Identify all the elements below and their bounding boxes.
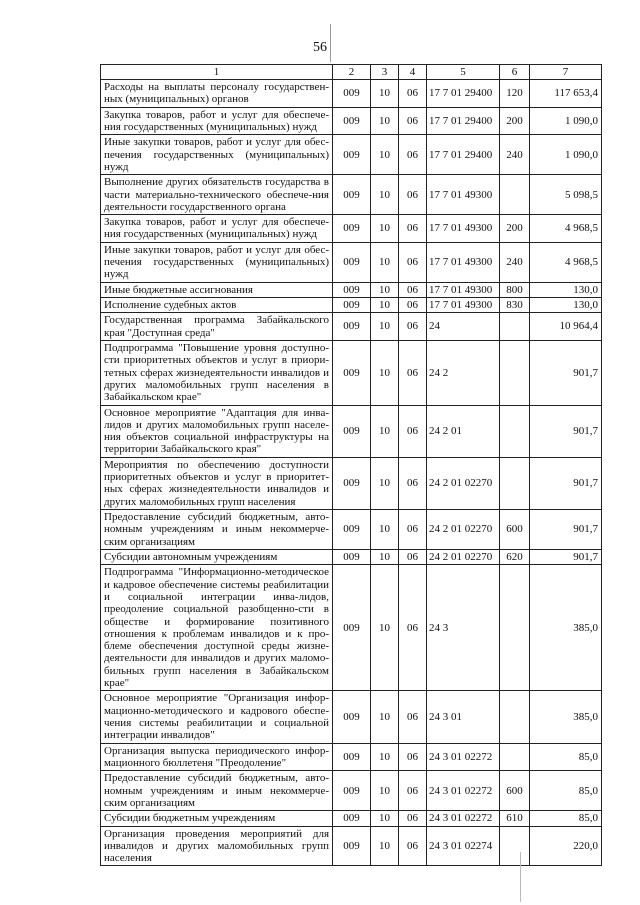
row-description: Иные закупки товаров, работ и услуг для обес-печения государственных (муниципальных) нужд bbox=[101, 135, 333, 175]
row-code-expense-type: 200 bbox=[500, 215, 530, 243]
table-row bbox=[101, 565, 602, 691]
row-code-subsection: 06 bbox=[399, 135, 427, 175]
row-description: Закупка товаров, работ и услуг для обеспече-ния государственных (муниципальных) нужд bbox=[101, 107, 333, 135]
row-code-section: 10 bbox=[371, 510, 399, 550]
table-row bbox=[101, 215, 602, 243]
header-cell: 1 bbox=[101, 65, 333, 80]
row-code-ministry: 009 bbox=[333, 107, 371, 135]
header-row bbox=[101, 65, 602, 80]
row-code-subsection: 06 bbox=[399, 107, 427, 135]
row-description: Расходы на выплаты персоналу государствен-ных (муниципальных) органов bbox=[101, 80, 333, 108]
row-description: Подпрограмма "Информационно-методическое и кадровое обеспечение системы реабилитации и социальной интеграции инва-лидов, преодоление социальной разобщенно-сти в обществе и формирование позитивного отношения к проблемам инвалидов и к про-блеме обеспечения доступной среды жизне-деятельности для инвалидов и других маломо-бильных групп населения в Забайкальском крае" bbox=[101, 565, 333, 691]
row-code-expense-type bbox=[500, 313, 530, 341]
row-amount: 130,0 bbox=[530, 298, 602, 313]
row-code-target: 24 3 01 02272 bbox=[427, 771, 500, 811]
row-code-section: 10 bbox=[371, 80, 399, 108]
table-row bbox=[101, 549, 602, 564]
row-code-section: 10 bbox=[371, 811, 399, 826]
row-code-target: 24 2 01 02270 bbox=[427, 510, 500, 550]
row-code-ministry: 009 bbox=[333, 282, 371, 297]
row-code-subsection: 06 bbox=[399, 298, 427, 313]
row-code-section: 10 bbox=[371, 549, 399, 564]
row-code-target: 24 3 bbox=[427, 565, 500, 691]
row-amount: 901,7 bbox=[530, 457, 602, 509]
table-row bbox=[101, 405, 602, 457]
row-description: Организация выпуска периодического инфор-мационного бюллетеня "Преодоление" bbox=[101, 743, 333, 771]
scan-divider-line bbox=[520, 852, 521, 902]
row-code-expense-type: 120 bbox=[500, 80, 530, 108]
row-code-ministry: 009 bbox=[333, 743, 371, 771]
row-code-expense-type bbox=[500, 457, 530, 509]
row-code-subsection: 06 bbox=[399, 282, 427, 297]
row-code-subsection: 06 bbox=[399, 340, 427, 405]
row-description: Субсидии автономным учреждениям bbox=[101, 549, 333, 564]
row-code-ministry: 009 bbox=[333, 405, 371, 457]
table-row bbox=[101, 743, 602, 771]
row-code-ministry: 009 bbox=[333, 457, 371, 509]
row-code-section: 10 bbox=[371, 565, 399, 691]
row-code-target: 24 2 01 02270 bbox=[427, 549, 500, 564]
row-code-subsection: 06 bbox=[399, 242, 427, 282]
row-code-ministry: 009 bbox=[333, 826, 371, 866]
row-code-ministry: 009 bbox=[333, 691, 371, 743]
row-code-section: 10 bbox=[371, 313, 399, 341]
row-code-expense-type bbox=[500, 743, 530, 771]
row-code-subsection: 06 bbox=[399, 313, 427, 341]
row-code-target: 24 2 bbox=[427, 340, 500, 405]
header-cell: 4 bbox=[399, 65, 427, 80]
row-code-expense-type: 600 bbox=[500, 771, 530, 811]
table-row bbox=[101, 457, 602, 509]
row-description: Иные закупки товаров, работ и услуг для обес-печения государственных (муниципальных) нужд bbox=[101, 242, 333, 282]
row-code-target: 24 3 01 bbox=[427, 691, 500, 743]
row-code-section: 10 bbox=[371, 340, 399, 405]
row-code-ministry: 009 bbox=[333, 565, 371, 691]
header-cell: 3 bbox=[371, 65, 399, 80]
row-description: Предоставление субсидий бюджетным, авто-номным учреждениям и иным некоммерче-ским организациям bbox=[101, 510, 333, 550]
table-row bbox=[101, 282, 602, 297]
row-amount: 5 098,5 bbox=[530, 175, 602, 215]
row-code-section: 10 bbox=[371, 826, 399, 866]
row-description: Организация проведения мероприятий для инвалидов и других маломобильных групп населения bbox=[101, 826, 333, 866]
row-code-subsection: 06 bbox=[399, 811, 427, 826]
row-code-expense-type: 800 bbox=[500, 282, 530, 297]
row-code-expense-type: 600 bbox=[500, 510, 530, 550]
header-cell: 7 bbox=[530, 65, 602, 80]
row-description: Выполнение других обязательств государства в части материально-технического обеспече-ния деятельности государственного органа bbox=[101, 175, 333, 215]
table-row bbox=[101, 691, 602, 743]
row-amount: 901,7 bbox=[530, 405, 602, 457]
row-code-expense-type: 610 bbox=[500, 811, 530, 826]
row-amount: 4 968,5 bbox=[530, 242, 602, 282]
row-code-section: 10 bbox=[371, 405, 399, 457]
row-code-subsection: 06 bbox=[399, 826, 427, 866]
table-row bbox=[101, 298, 602, 313]
table-row bbox=[101, 340, 602, 405]
row-code-subsection: 06 bbox=[399, 565, 427, 691]
row-amount: 901,7 bbox=[530, 549, 602, 564]
row-amount: 385,0 bbox=[530, 565, 602, 691]
row-code-section: 10 bbox=[371, 175, 399, 215]
table-row bbox=[101, 826, 602, 866]
table-body bbox=[101, 80, 602, 866]
row-code-ministry: 009 bbox=[333, 215, 371, 243]
row-code-target: 17 7 01 29400 bbox=[427, 107, 500, 135]
row-amount: 130,0 bbox=[530, 282, 602, 297]
row-code-target: 17 7 01 49300 bbox=[427, 282, 500, 297]
row-code-section: 10 bbox=[371, 457, 399, 509]
row-code-target: 24 2 01 bbox=[427, 405, 500, 457]
row-code-subsection: 06 bbox=[399, 691, 427, 743]
row-code-expense-type: 240 bbox=[500, 135, 530, 175]
row-code-section: 10 bbox=[371, 691, 399, 743]
row-code-target: 17 7 01 49300 bbox=[427, 242, 500, 282]
table-row bbox=[101, 313, 602, 341]
row-code-section: 10 bbox=[371, 743, 399, 771]
row-code-subsection: 06 bbox=[399, 549, 427, 564]
row-code-section: 10 bbox=[371, 242, 399, 282]
row-code-target: 17 7 01 49300 bbox=[427, 215, 500, 243]
row-code-target: 17 7 01 49300 bbox=[427, 298, 500, 313]
table-row bbox=[101, 80, 602, 108]
row-amount: 85,0 bbox=[530, 771, 602, 811]
table-row bbox=[101, 242, 602, 282]
row-amount: 117 653,4 bbox=[530, 80, 602, 108]
row-code-expense-type bbox=[500, 175, 530, 215]
table-row bbox=[101, 771, 602, 811]
row-code-expense-type: 620 bbox=[500, 549, 530, 564]
row-code-ministry: 009 bbox=[333, 313, 371, 341]
row-description: Государственная программа Забайкальского края "Доступная среда" bbox=[101, 313, 333, 341]
row-code-subsection: 06 bbox=[399, 80, 427, 108]
row-amount: 85,0 bbox=[530, 743, 602, 771]
row-description: Иные бюджетные ассигнования bbox=[101, 282, 333, 297]
header-cell: 5 bbox=[427, 65, 500, 80]
row-description: Предоставление субсидий бюджетным, авто-номным учреждениям и иным некоммерче-ским организациям bbox=[101, 771, 333, 811]
row-code-ministry: 009 bbox=[333, 175, 371, 215]
table-row bbox=[101, 135, 602, 175]
row-amount: 4 968,5 bbox=[530, 215, 602, 243]
row-code-target: 24 3 01 02274 bbox=[427, 826, 500, 866]
row-code-target: 24 bbox=[427, 313, 500, 341]
row-code-expense-type: 200 bbox=[500, 107, 530, 135]
row-code-ministry: 009 bbox=[333, 771, 371, 811]
row-amount: 901,7 bbox=[530, 340, 602, 405]
row-code-section: 10 bbox=[371, 215, 399, 243]
row-description: Подпрограмма "Повышение уровня доступно-сти приоритетных объектов и услуг в приори-тетных сферах жизнедеятельности инвалидов и других маломобильных групп населения в Забайкальском крае" bbox=[101, 340, 333, 405]
row-code-expense-type bbox=[500, 691, 530, 743]
row-code-section: 10 bbox=[371, 107, 399, 135]
row-code-expense-type: 830 bbox=[500, 298, 530, 313]
row-amount: 1 090,0 bbox=[530, 107, 602, 135]
row-code-expense-type bbox=[500, 565, 530, 691]
row-description: Субсидии бюджетным учреждениям bbox=[101, 811, 333, 826]
row-amount: 1 090,0 bbox=[530, 135, 602, 175]
row-code-subsection: 06 bbox=[399, 215, 427, 243]
row-code-section: 10 bbox=[371, 282, 399, 297]
row-code-section: 10 bbox=[371, 771, 399, 811]
row-code-ministry: 009 bbox=[333, 549, 371, 564]
row-code-subsection: 06 bbox=[399, 743, 427, 771]
row-amount: 901,7 bbox=[530, 510, 602, 550]
row-code-target: 24 3 01 02272 bbox=[427, 743, 500, 771]
row-code-subsection: 06 bbox=[399, 510, 427, 550]
row-code-expense-type: 240 bbox=[500, 242, 530, 282]
row-amount: 220,0 bbox=[530, 826, 602, 866]
row-amount: 85,0 bbox=[530, 811, 602, 826]
row-code-target: 17 7 01 49300 bbox=[427, 175, 500, 215]
row-code-ministry: 009 bbox=[333, 340, 371, 405]
row-code-target: 24 2 01 02270 bbox=[427, 457, 500, 509]
table-row bbox=[101, 510, 602, 550]
row-description: Закупка товаров, работ и услуг для обеспече-ния государственных (муниципальных) нужд bbox=[101, 215, 333, 243]
row-code-target: 17 7 01 29400 bbox=[427, 80, 500, 108]
header-cell: 2 bbox=[333, 65, 371, 80]
row-code-subsection: 06 bbox=[399, 771, 427, 811]
row-code-ministry: 009 bbox=[333, 135, 371, 175]
row-description: Исполнение судебных актов bbox=[101, 298, 333, 313]
row-code-expense-type bbox=[500, 340, 530, 405]
row-description: Основное мероприятие "Адаптация для инва-лидов и других маломобильных групп населе-ния объектов социальной инфраструктуры на территории Забайкальского края" bbox=[101, 405, 333, 457]
row-code-subsection: 06 bbox=[399, 175, 427, 215]
row-description: Мероприятия по обеспечению доступности приоритетных объектов и услуг в приоритет-ных сферах жизнедеятельности инвалидов и других маломобильных групп населения bbox=[101, 457, 333, 509]
row-code-ministry: 009 bbox=[333, 510, 371, 550]
row-code-ministry: 009 bbox=[333, 298, 371, 313]
row-amount: 385,0 bbox=[530, 691, 602, 743]
table-row bbox=[101, 811, 602, 826]
page-number: 56 bbox=[313, 40, 327, 55]
row-code-ministry: 009 bbox=[333, 811, 371, 826]
table-row bbox=[101, 107, 602, 135]
row-code-subsection: 06 bbox=[399, 405, 427, 457]
row-code-ministry: 009 bbox=[333, 80, 371, 108]
row-code-section: 10 bbox=[371, 135, 399, 175]
table-row bbox=[101, 175, 602, 215]
row-code-subsection: 06 bbox=[399, 457, 427, 509]
row-code-expense-type bbox=[500, 826, 530, 866]
row-code-section: 10 bbox=[371, 298, 399, 313]
header-cell: 6 bbox=[500, 65, 530, 80]
row-code-ministry: 009 bbox=[333, 242, 371, 282]
row-description: Основное мероприятие "Организация инфор-мационно-методического и кадрового обеспе-чения системы реабилитации и социальной интеграции инвалидов" bbox=[101, 691, 333, 743]
row-code-target: 17 7 01 29400 bbox=[427, 135, 500, 175]
budget-table bbox=[100, 64, 602, 866]
row-code-target: 24 3 01 02272 bbox=[427, 811, 500, 826]
row-amount: 10 964,4 bbox=[530, 313, 602, 341]
row-code-expense-type bbox=[500, 405, 530, 457]
